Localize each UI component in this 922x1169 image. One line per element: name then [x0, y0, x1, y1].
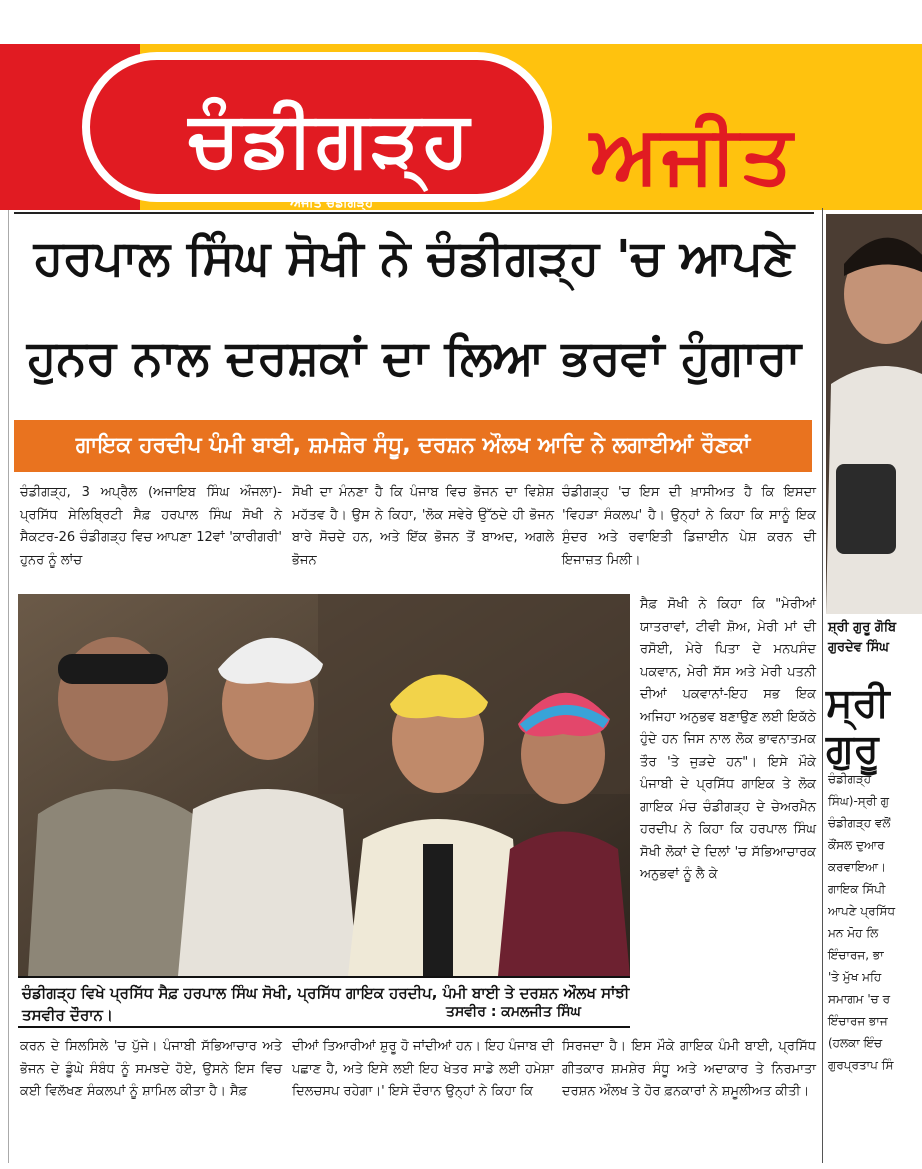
- side-photo-illustration: [826, 214, 922, 614]
- newspaper-logo: ਅਜੀਤ: [590, 108, 796, 201]
- article-column-3-side: ਸੈਫ਼ ਸੋਖੀ ਨੇ ਕਿਹਾ ਕਿ "ਮੇਰੀਆਂ ਯਾਤਰਾਵਾਂ, ਟੀਵੀ ਸ਼ੋਅ, ਮੇਰੀ ਮਾਂ ਦੀ ਰਸੋਈ, ਮੇਰੇ ਪਿਤਾ ਦੇ ਮਨਪਸੰਦ ਪਕਵਾਨ, ਮੇਰੀ ਸੱਸ ਅਤੇ ਮੇਰੀ ਪਤਨੀ ਦੀਆਂ ਪਕਵਾਨਾਂ-ਇਹ ਸਭ ਇਕ ਅਜਿਹਾ ਅਨੁਭਵ ਬਣਾਉਣ ਲਈ ਇਕੱਠੇ ਹੁੰਦੇ ਹਨ ਜਿਸ ਨਾਲ ਲੋਕ ਭਾਵਨਾਤਮਕ ਤੌਰ 'ਤੇ ਜੁੜਦੇ ਹਨ"। ਇਸੇ ਮੌਕੇ ਪੰਜਾਬੀ ਦੇ ਪ੍ਰਸਿੱਧ ਗਾਇਕ ਤੇ ਲੋਕ ਗਾਇਕ ਮੰਚ ਚੰਡੀਗੜ੍ਹ ਦੇ ਚੇਅਰਮੈਨ ਹਰਦੀਪ ਨੇ ਕਿਹਾ ਕਿ ਹਰਪਾਲ ਸਿੰਘ ਸੋਖੀ ਲੋਕਾਂ ਦੇ ਦਿਲਾਂ 'ਚ ਸੱਭਿਆਚਾਰਕ ਅਨੁਭਵਾਂ ਨੂੰ ਲੈ ਕੇ: [640, 597, 816, 882]
- headline-line-2: ਹੁਨਰ ਨਾਲ ਦਰਸ਼ਕਾਂ ਦਾ ਲਿਆ ਭਰਵਾਂ ਹੁੰਗਾਰਾ: [26, 330, 802, 386]
- side-line: ਗਾਇਕ ਸਿੱਪੀ: [828, 882, 886, 896]
- subheadline: ਗਾਇਕ ਹਰਦੀਪ ਪੰਮੀ ਬਾਈ, ਸ਼ਮਸ਼ੇਰ ਸੰਧੂ, ਦਰਸ਼ਨ ਔਲਖ ਆਦਿ ਨੇ ਲਗਾਈਆਂ ਰੌਣਕਾਂ: [75, 433, 751, 458]
- side-caption-line-2: ਗੁਰਦੇਵ ਸਿੰਘ: [828, 640, 889, 655]
- group-photo-illustration: [18, 594, 630, 976]
- side-headline: ਸ੍ਰੀ ਗੁਰੂ: [826, 680, 890, 772]
- section-subtitle: ਅਜੀਤ ਚੰਡੀਗੜ੍ਹ: [290, 196, 374, 210]
- article-photo: [18, 594, 630, 976]
- side-line: ਸਿੰਘ)-ਸ੍ਰੀ ਗੁ: [828, 794, 890, 808]
- article-column-2-bottom: ਦੀਆਂ ਤਿਆਰੀਆਂ ਸ਼ੁਰੂ ਹੋ ਜਾਂਦੀਆਂ ਹਨ। ਇਹ ਪੰਜਾਬ ਦੀ ਪਛਾਣ ਹੈ, ਅਤੇ ਇਸੇ ਲਈ ਇਹ ਖੇਤਰ ਸਾਡੇ ਲਈ ਹਮੇਸ਼ਾ ਦਿਲਚਸਪ ਰਹੇਗਾ।' ਇਸੇ ਦੌਰਾਨ ਉਨ੍ਹਾਂ ਨੇ ਕਿਹਾ ਕਿ: [292, 1039, 554, 1099]
- article-column-1-top: ਚੰਡੀਗੜ੍ਹ, 3 ਅਪ੍ਰੈਲ (ਅਜਾਇਬ ਸਿੰਘ ਔਜਲਾ)-ਪ੍ਰਸਿੱਧ ਸੇਲਿਬ੍ਰਿਟੀ ਸੈਫ਼ ਹਰਪਾਲ ਸਿੰਘ ਸੋਖੀ ਨੇ ਸੈਕਟਰ-26 ਚੰਡੀਗੜ੍ਹ ਵਿਚ ਆਪਣਾ 12ਵਾਂ 'ਕਾਰੀਗਰੀ' ਹੁਨਰ ਨੂੰ ਲਾਂਚ: [20, 485, 282, 568]
- side-line: ਗੁਰਪ੍ਰਤਾਪ ਸਿੰ: [828, 1058, 894, 1072]
- side-story-photo: [826, 214, 922, 614]
- article-column-1-bottom: ਕਰਨ ਦੇ ਸਿਲਸਿਲੇ 'ਚ ਪੁੱਜੇ। ਪੰਜਾਬੀ ਸੱਭਿਆਚਾਰ ਅਤੇ ਭੋਜਨ ਦੇ ਡੂੰਘੇ ਸੰਬੰਧ ਨੂੰ ਸਮਝਦੇ ਹੋਏ, ਉਸਨੇ ਇਸ ਵਿਚ ਕਈ ਵਿਲੱਖਣ ਸੰਕਲਪਾਂ ਨੂੰ ਸ਼ਾਮਿਲ ਕੀਤਾ ਹੈ। ਸੈਫ਼: [20, 1039, 282, 1099]
- photo-credit: ਤਸਵੀਰ : ਕਮਲਜੀਤ ਸਿੰਘ: [446, 1004, 581, 1020]
- side-line: (ਹਲਕਾ ਇੰਚ: [828, 1036, 883, 1050]
- side-line: 'ਤੇ ਮੁੱਖ ਮਹਿ: [828, 970, 882, 984]
- photo-caption: ਚੰਡੀਗੜ੍ਹ ਵਿਖੇ ਪ੍ਰਸਿੱਧ ਸੈਫ਼ ਹਰਪਾਲ ਸਿੰਘ ਸੋਖੀ, ਪ੍ਰਸਿੱਧ ਗਾਇਕ ਹਰਦੀਪ, ਪੰਮੀ ਬਾਈ ਤੇ ਦਰਸ਼ਨ ਔਲਖ ਸਾਂਝੀ ਤਸਵੀਰ ਦੌਰਾਨ।: [22, 984, 630, 1024]
- side-caption-line-1: ਸ਼੍ਰੀ ਗੁਰੂ ਗੋਬਿ: [828, 620, 897, 635]
- side-line: ਚੰਡੀਗੜ੍ਹ: [828, 772, 872, 786]
- side-line: ਕੌਂਸਲ ਦੁਆਰ: [828, 838, 885, 852]
- column-rule: [822, 208, 823, 1163]
- side-line: ਚੰਡੀਗੜ੍ਹ ਵਲੋਂ: [828, 816, 891, 830]
- side-line: ਇੰਚਾਰਜ ਭਾਜ: [828, 1014, 888, 1028]
- article-column-3-top: ਚੰਡੀਗੜ੍ਹ 'ਚ ਇਸ ਦੀ ਖ਼ਾਸੀਅਤ ਹੈ ਕਿ ਇਸਦਾ 'ਵਿਹੜਾ ਸੰਕਲਪ' ਹੈ। ਉਨ੍ਹਾਂ ਨੇ ਕਿਹਾ ਕਿ ਸਾਨੂੰ ਇਕ ਸੁੰਦਰ ਅਤੇ ਰਵਾਇਤੀ ਡਿਜ਼ਾਈਨ ਪੇਸ਼ ਕਰਨ ਦੀ ਇਜਾਜ਼ਤ ਮਿਲੀ।: [562, 485, 816, 568]
- side-line: ਆਪਣੇ ਪ੍ਰਸਿੱਧ: [828, 904, 896, 918]
- side-line: ਇੰਚਾਰਜ, ਭਾ: [828, 948, 884, 962]
- left-page-rule: [8, 208, 9, 1163]
- article-column-3-bottom: ਸਿਰਜਦਾ ਹੈ। ਇਸ ਮੌਕੇ ਗਾਇਕ ਪੰਮੀ ਬਾਈ, ਪ੍ਰਸਿੱਧ ਗੀਤਕਾਰ ਸ਼ਮਸ਼ੇਰ ਸੰਧੂ ਅਤੇ ਅਦਾਕਾਰ ਤੇ ਨਿਰਮਾਤਾ ਦਰਸ਼ਨ ਔਲਖ ਤੇ ਹੋਰ ਫ਼ਨਕਾਰਾਂ ਨੇ ਸ਼ਮੂਲੀਅਤ ਕੀਤੀ।: [562, 1039, 816, 1099]
- article-column-2-top: ਸੋਖੀ ਦਾ ਮੰਨਣਾ ਹੈ ਕਿ ਪੰਜਾਬ ਵਿਚ ਭੋਜਨ ਦਾ ਵਿਸ਼ੇਸ਼ ਮਹੱਤਵ ਹੈ। ਉਸ ਨੇ ਕਿਹਾ, 'ਲੋਕ ਸਵੇਰੇ ਉੱਠਦੇ ਹੀ ਭੋਜਨ ਬਾਰੇ ਸੋਚਦੇ ਹਨ, ਅਤੇ ਇੱਕ ਭੋਜਨ ਤੋਂ ਬਾਅਦ, ਅਗਲੇ ਭੋਜਨ: [292, 485, 554, 568]
- side-line: ਕਰਵਾਇਆ।: [828, 860, 887, 874]
- masthead-rule: [14, 212, 814, 214]
- section-title: ਚੰਡੀਗੜ੍ਹ: [188, 94, 472, 183]
- masthead: [0, 44, 922, 210]
- side-line: ਸਮਾਗਮ 'ਚ ਰ: [828, 992, 891, 1006]
- headline-line-1: ਹਰਪਾਲ ਸਿੰਘ ਸੋਖੀ ਨੇ ਚੰਡੀਗੜ੍ਹ 'ਚ ਆਪਣੇ: [33, 230, 795, 286]
- side-line: ਮਨ ਮੋਹ ਲਿ: [828, 926, 879, 940]
